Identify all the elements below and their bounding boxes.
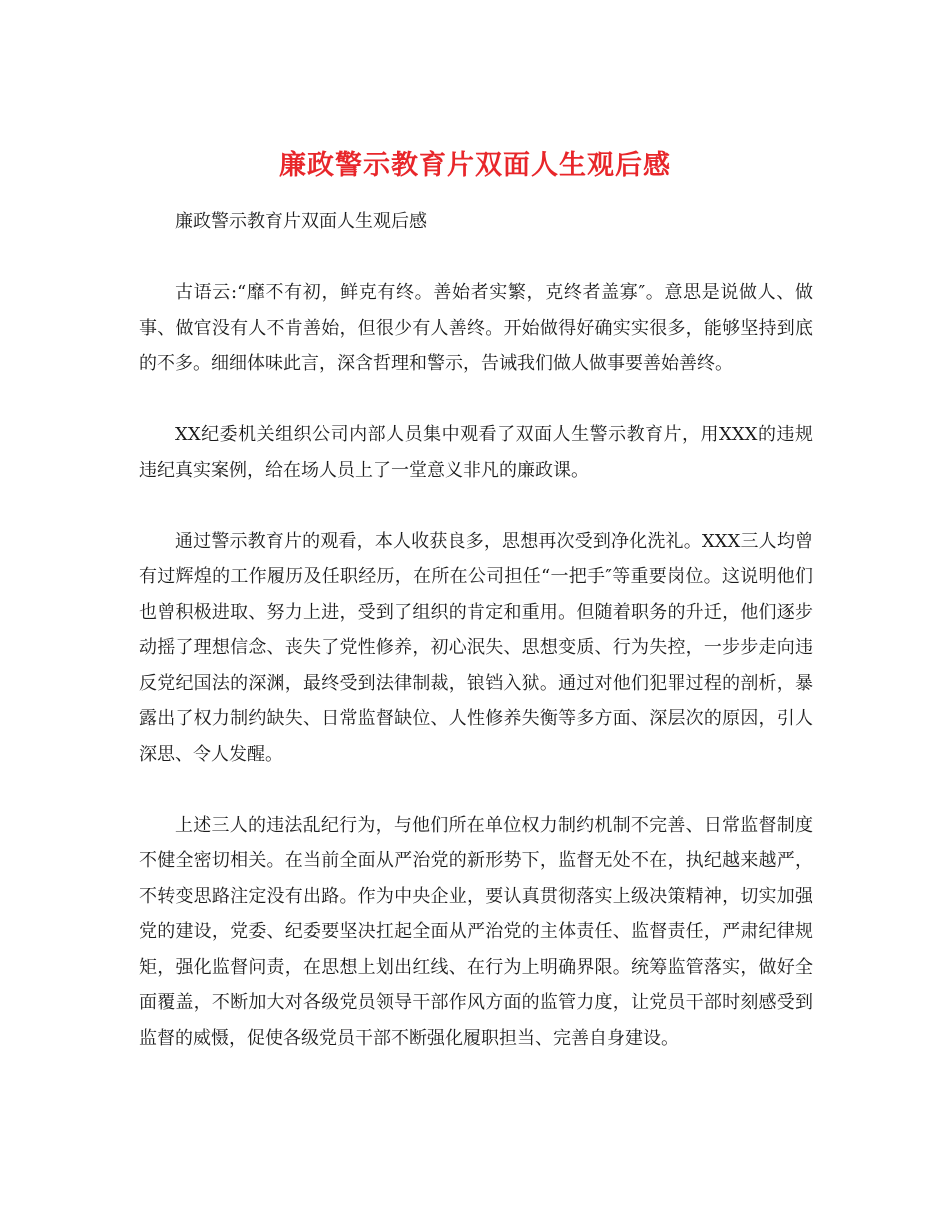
paragraph-gap: [139, 240, 813, 276]
paragraph-1: 古语云:“靡不有初，鲜克有终。善始者实繁，克终者盖寡″。意思是说做人、做事、做官没有人不肯善始，但很少有人善终。开始做得好确实实很多，能够坚持到底的不多。细细体味此言，深含哲理和警示，告诫我们做人做事要善始善终。: [139, 282, 813, 374]
document-title: 廉政警示教育片双面人生观后感: [279, 150, 671, 182]
paragraph-gap: [139, 382, 813, 418]
paragraph-3: 通过警示教育片的观看，本人收获良多，思想再次受到净化洗礼。XXX三人均曾有过辉煌的工作履历及任职经历，在所在公司担任“一把手″等重要岗位。这说明他们也曾积极进取、努力上进，受到了组织的肯定和重用。但随着职务的升迁，他们逐步动摇了理想信念、丧失了党性修养，初心泯失、思想变质、行为失控，一步步走向违反党纪国法的深渊，最终受到法律制裁，锒铛入狱。通过对他们犯罪过程的剖析，暴露出了权力制约缺失、日常监督缺位、人性修养失衡等多方面、深层次的原因，引人深思、令人发醒。: [139, 530, 813, 765]
paragraph-2: XX纪委机关组织公司内部人员集中观看了双面人生警示教育片，用XXX的违规违纪真实案例，给在场人员上了一堂意义非凡的廉政课。: [139, 424, 813, 481]
paragraph-subtitle: 廉政警示教育片双面人生观后感: [175, 211, 427, 232]
paragraph-gap: [139, 772, 813, 808]
paragraph-4: 上述三人的违法乱纪行为，与他们所在单位权力制约机制不完善、日常监督制度不健全密切相关。在当前全面从严治党的新形势下，监督无处不在，执纪越来越严，不转变思路注定没有出路。作为中央企业，要认真贯彻落实上级决策精神，切实加强党的建设，党委、纪委要坚决扛起全面从严治党的主体责任、监督责任，严肃纪律规矩，强化监督问责，在思想上划出红线、在行为上明确界限。统筹监管落实，做好全面覆盖，不断加大对各级党员领导干部作风方面的监管力度，让党员干部时刻感受到监督的威慑，促使各级党员干部不断强化履职担当、完善自身建设。: [139, 814, 813, 1049]
document-body: [139, 204, 813, 1056]
paragraph-gap: [139, 488, 813, 524]
